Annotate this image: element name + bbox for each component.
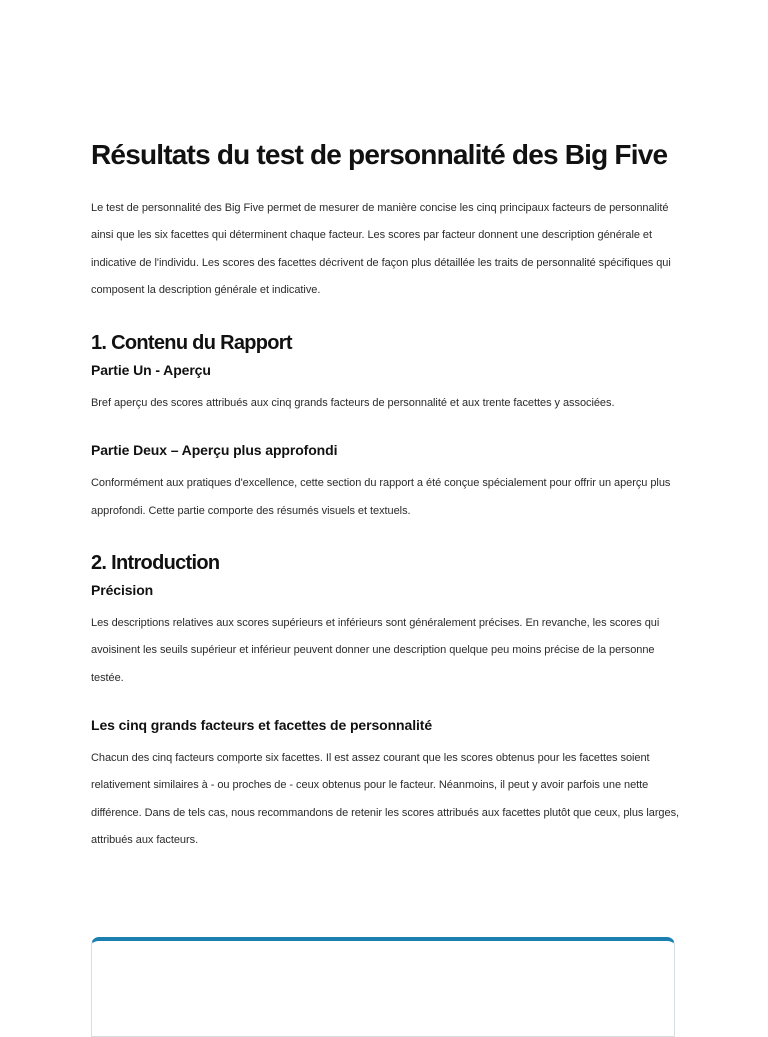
precision-paragraph: Les descriptions relatives aux scores supérieurs et inférieurs sont généralement précises. En revanche, les scores qui avoisinent les seuils supérieur et inférieur peuvent donner une description quelque peu moins précise de la personne testée.: [91, 617, 660, 684]
section-heading-report-contents: 1. Contenu du Rapport: [91, 332, 292, 355]
subsection-heading-five-factors: Les cinq grands facteurs et facettes de personnalité: [91, 716, 433, 733]
section-heading-introduction: 2. Introduction: [91, 552, 220, 575]
subsection-heading-precision: Précision: [91, 582, 154, 599]
part-two-paragraph: Conformément aux pratiques d'excellence, cette section du rapport a été conçue spécialement pour offrir un aperçu plus approfondi. Cette partie comporte des résumés visuels et textuels.: [91, 477, 671, 517]
intro-paragraph: Le test de personnalité des Big Five permet de mesurer de manière concise les cinq principaux facteurs de personnalité ainsi que les six facettes qui déterminent chaque facteur. Les scores par facteur donnent une description générale et indicative de l'individu. Les scores des facettes décrivent de façon plus détaillée les traits de personnalité spécifiques qui composent la description générale et indicative.: [91, 202, 671, 296]
content-card: [91, 937, 675, 1037]
page-title: Résultats du test de personnalité des Big Five: [91, 139, 668, 170]
subsection-heading-part-one: Partie Un - Aperçu: [91, 362, 211, 379]
subsection-heading-part-two: Partie Deux – Aperçu plus approfondi: [91, 442, 338, 459]
five-factors-paragraph: Chacun des cinq facteurs comporte six facettes. Il est assez courant que les scores obtenus pour les facettes soient relativement similaires à - ou proches de - ceux obtenus pour le facteur. Néanmoins, il peut y avoir parfois une nette différence. Dans de tels cas, nous recommandons de retenir les scores attribués aux facettes plutôt que ceux, plus larges, attribués aux facteurs.: [91, 751, 680, 846]
document-body: [91, 138, 681, 854]
part-one-paragraph: Bref aperçu des scores attribués aux cinq grands facteurs de personnalité et aux trente facettes y associées.: [91, 397, 615, 410]
